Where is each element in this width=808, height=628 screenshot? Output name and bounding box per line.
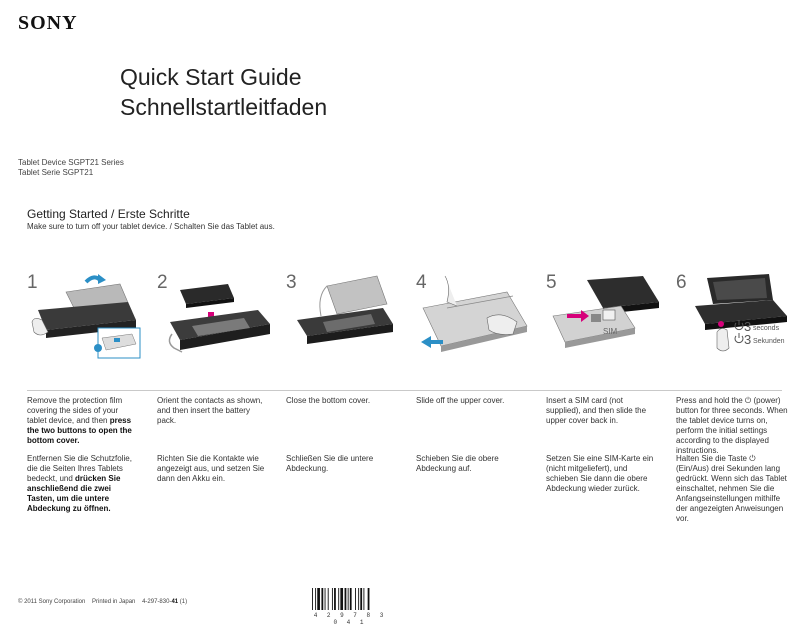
section-divider [27,390,782,391]
power-icon-de [735,333,743,343]
step-3-text-de: Schließen Sie die untere Abdeckung. [286,454,374,473]
step-1-number: 1 [27,272,38,293]
sekunden-label: Sekunden [753,338,785,345]
barcode-bar [360,588,362,610]
step-1-de-bold: drücken Sie anschließend die zwei Tasten, um die untere Abdeckung zu öffnen. [27,474,121,513]
step-4-illustration [417,272,537,382]
title-de: Schnellstartleitfaden [120,94,328,120]
step-3-number: 3 [286,272,297,293]
step-2-text-en: Orient the contacts as shown, and then insert the battery pack. [157,396,263,425]
barcode-bar [328,588,329,610]
step-2-number: 2 [157,272,168,293]
barcode-bar [338,588,339,610]
copyright: © 2011 Sony Corporation [18,599,86,605]
barcode-bar [312,588,313,610]
model-info [18,158,124,178]
barcode-bar [321,588,323,610]
barcode-bar [358,588,359,610]
barcode-bar [345,588,347,610]
step-1-de-regular: Entfernen Sie die Schutzfolie, die die Seiten Ihres Tablets bedeckt, und [27,454,132,483]
title-en: Quick Start Guide [120,64,302,90]
barcode-bar [368,588,370,610]
step-6-number: 6 [676,272,687,293]
step-1-text-de [27,454,139,514]
barcode-bar [325,588,326,610]
step-4-text-en: Slide off the upper cover. [416,396,505,405]
step-5-illustration [547,272,667,382]
barcode-bar [315,588,316,610]
seconds-label: seconds [753,325,780,332]
part-number [142,599,187,605]
part-number-prefix: 4-297-830- [142,599,172,605]
barcode-bar [340,588,343,610]
sony-logo: SONY [18,12,78,34]
step-1-illustration [28,272,148,382]
barcode-bar [317,588,320,610]
step-6-text-de: Halten Sie die Taste ⏻ (Ein/Aus) drei Sekunden lang gedrückt. Wenn sich das Tablet einschaltet, nehmen Sie die Anfangseinstellungen mithilfe der angezeigten Anweisungen vor. [676,454,787,523]
step-5-number: 5 [546,272,557,293]
part-number-suffix: (1) [178,599,188,605]
part-number-bold: 41 [171,599,179,605]
model-de: Tablet Serie SGPT21 [18,168,94,177]
step-5-text-en: Insert a SIM card (not supplied), and then slide the upper cover back in. [546,396,647,425]
barcode-bar [350,588,352,610]
step-2-illustration [158,272,278,382]
sekunden-number: 3 [744,332,752,347]
barcode-bar [355,588,356,610]
step-6-text-en: Press and hold the ⏻ (power) button for three seconds. When the tablet device turns on, perform the initial settings according to the displayed instructions. [676,396,788,455]
step-3-text-en: Close the bottom cover. [286,396,371,405]
step-4-text-de: Schieben Sie die obere Abdeckung auf. [416,454,499,473]
page-title [120,62,327,122]
step-6-illustration [677,272,797,382]
barcode-bar [332,588,333,610]
step-2-text-de: Richten Sie die Kontakte wie angezeigt aus, und setzen Sie dann den Akku ein. [157,454,265,483]
barcode-bar [348,588,349,610]
footer [18,599,187,605]
model-en: Tablet Device SGPT21 Series [18,158,124,167]
step-4-number: 4 [416,272,427,293]
step-1-en-regular: Remove the protection film covering the sides of your tablet device, and then [27,396,123,425]
step-5-text-de: Setzen Sie eine SIM-Karte ein (nicht mitgeliefert), und schieben Sie dann die obere Abdeckung wieder zurück. [546,454,654,493]
getting-started-note: Make sure to turn off your tablet device. / Schalten Sie das Tablet aus. [27,222,275,231]
barcode-bar [334,588,336,610]
printed-in: Printed in Japan [92,599,136,605]
barcode-number: 4 2 9 7 8 3 0 4 1 [313,612,387,626]
step-1-en-bold: press the two buttons to open the bottom cover. [27,416,132,445]
step-1-text-en [27,396,139,446]
sim-label: SIM [603,327,618,336]
getting-started-title: Getting Started / Erste Schritte [27,207,190,221]
barcode-bar [363,588,364,610]
step-3-illustration [287,272,407,382]
seconds-number: 3 [744,319,752,334]
